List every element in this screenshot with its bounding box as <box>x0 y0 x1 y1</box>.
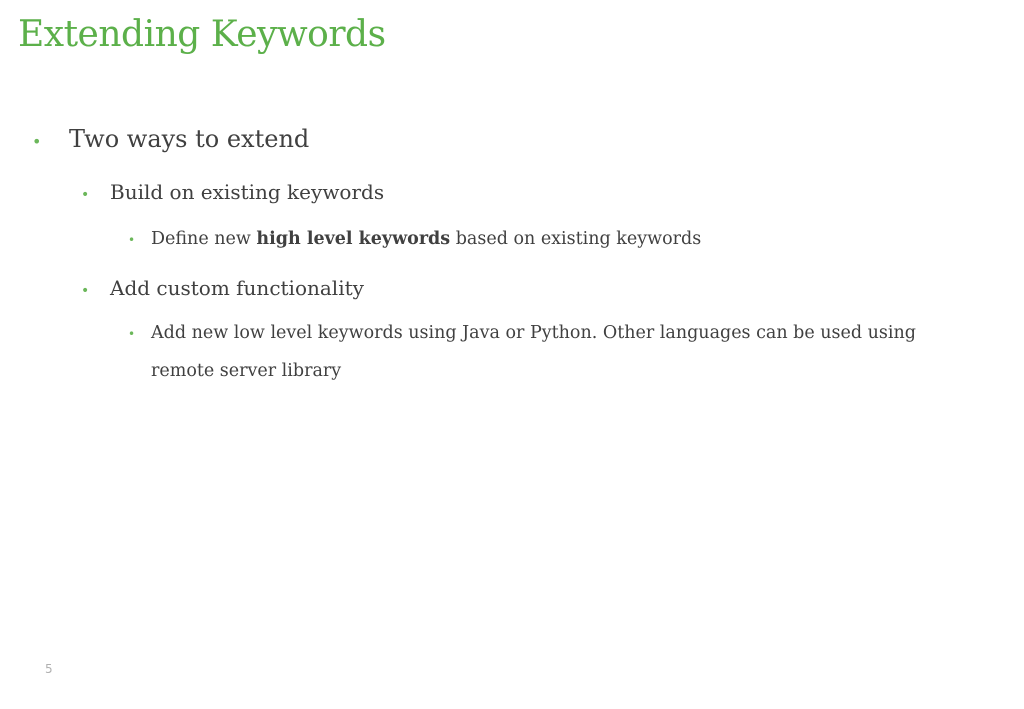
bullet-icon: • <box>81 187 90 203</box>
bullet-text: Add custom functionality <box>110 276 364 300</box>
bullet-item-build <box>81 180 384 204</box>
bullet-item-custom <box>81 276 364 300</box>
bullet-icon: • <box>81 283 90 299</box>
bullet-text: Build on existing keywords <box>110 180 385 204</box>
bullet-item-two-ways <box>32 125 309 153</box>
page-number: 5 <box>45 662 53 676</box>
bullet-text: Add new low level keywords using Java or Python. Other languages can be used using remote server library <box>151 323 916 381</box>
define-bold: high level keywords <box>256 229 451 249</box>
bullet-item-define <box>128 229 701 249</box>
slide-title: Extending Keywords <box>18 14 386 55</box>
bullet-text: Two ways to extend <box>69 125 310 153</box>
define-suffix: based on existing keywords <box>450 229 702 249</box>
define-prefix: Define new <box>151 229 257 249</box>
bullet-icon: • <box>128 327 136 341</box>
bullet-icon: • <box>128 233 136 247</box>
bullet-item-custom-detail <box>128 324 941 390</box>
bullet-text <box>151 229 701 249</box>
bullet-icon: • <box>32 132 42 151</box>
